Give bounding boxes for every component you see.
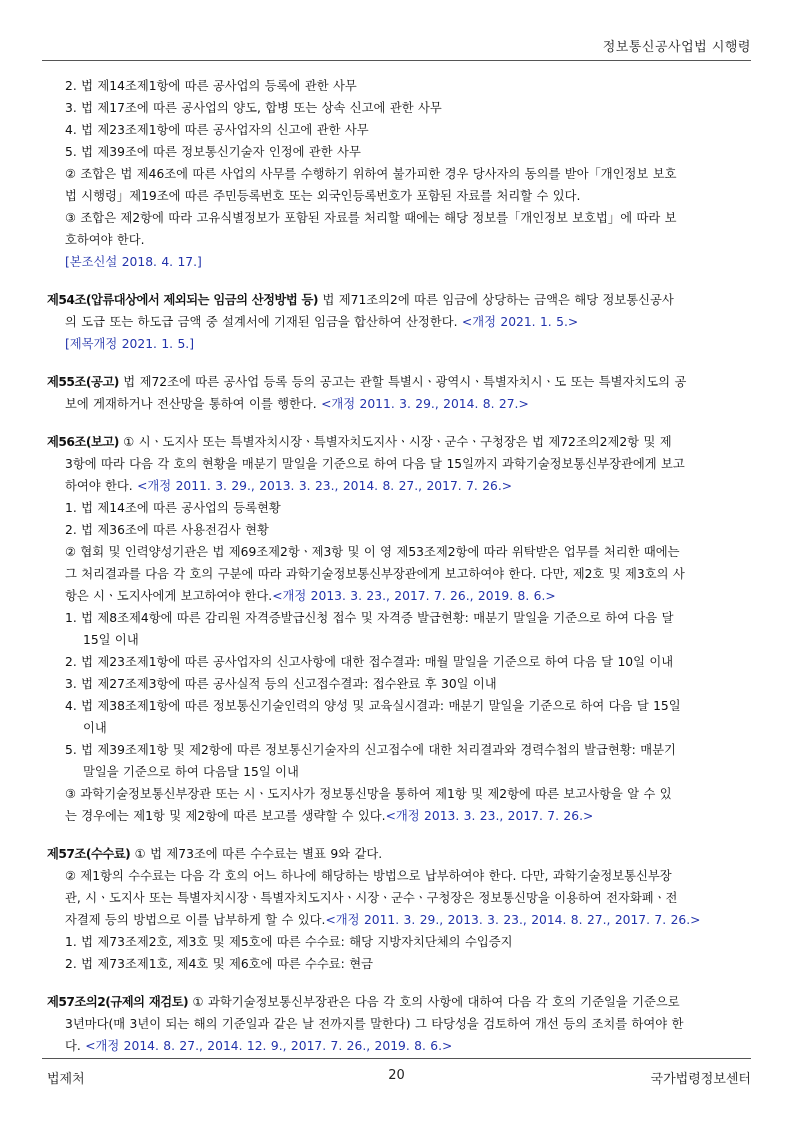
text-line <box>47 141 753 163</box>
text-line <box>47 185 753 207</box>
line-text: 자결제 등의 방법으로 이를 납부하게 할 수 있다. <box>65 913 326 927</box>
text-line <box>47 1013 753 1035</box>
line-text: 말일을 기준으로 하여 다음달 15일 이내 <box>83 765 299 779</box>
article-title: 제56조(보고) <box>47 435 119 449</box>
text-line <box>47 607 753 629</box>
line-text: 4. 법 제38조제1항에 따른 정보통신기술인력의 양성 및 교육실시결과: 매분기 말일을 기준으로 하여 다음 달 15일 <box>65 699 681 713</box>
article-title: 제55조(공고) <box>47 375 119 389</box>
text-line <box>47 673 753 695</box>
line-text: ① 과학기술정보통신부장관은 다음 각 호의 사항에 대하여 다음 각 호의 기준일을 기준으로 <box>188 995 680 1009</box>
text-line <box>47 163 753 185</box>
text-line <box>47 75 753 97</box>
line-text: ① 시ㆍ도지사 또는 특별자치시장ㆍ특별자치도지사ㆍ시장ㆍ군수ㆍ구청장은 법 제72조의2제2항 및 제 <box>118 435 672 449</box>
document-title: 정보통신공사업법 시행령 <box>602 40 751 55</box>
line-text: 의 도급 또는 하도급 금액 중 설계서에 기재된 임금을 합산하여 산정한다. <box>65 315 462 329</box>
text-line <box>47 475 753 497</box>
text-line <box>47 1035 753 1057</box>
line-text: ① 법 제73조에 따른 수수료는 별표 9와 같다. <box>130 847 383 861</box>
amendment-note: <개정 2011. 3. 29., 2013. 3. 23., 2014. 8. 27., 2017. 7. 26.> <box>137 479 513 493</box>
line-text: 하여야 한다. <box>65 479 138 493</box>
line-text: 관, 시ㆍ도지사 또는 특별자치시장ㆍ특별자치도지사ㆍ시장ㆍ군수ㆍ구청장은 정보통신망을 이용하여 전자화폐ㆍ전 <box>65 891 678 905</box>
line-text: 호하여야 한다. <box>65 233 145 247</box>
line-text: 보에 게재하거나 전산망을 통하여 이를 행한다. <box>65 397 322 411</box>
line-text: 2. 법 제73조제1호, 제4호 및 제6호에 따른 수수료: 현금 <box>65 957 373 971</box>
text-line <box>47 229 753 251</box>
amendment-note: <개정 2021. 1. 5.> <box>461 315 579 329</box>
line-text: 그 처리결과를 다음 각 호의 구분에 따라 과학기술정보통신부장관에게 보고하여야 한다. 다만, 제2호 및 제3호의 사 <box>65 567 685 581</box>
text-line <box>47 629 753 651</box>
footer-divider <box>42 1058 751 1059</box>
line-text: ③ 조합은 제2항에 따라 고유식별정보가 포함된 자료를 처리할 때에는 해당 정보를「개인정보 보호법」에 따라 보 <box>65 211 677 225</box>
text-line <box>47 251 753 273</box>
line-text: 2. 법 제14조제1항에 따른 공사업의 등록에 관한 사무 <box>65 79 357 93</box>
article-heading-line <box>47 371 753 393</box>
line-text: 2. 법 제23조제1항에 따른 공사업자의 신고사항에 대한 접수결과: 매월 말일을 기준으로 하여 다음 달 10일 이내 <box>65 655 674 669</box>
text-line <box>47 717 753 739</box>
text-line <box>47 453 753 475</box>
text-line <box>47 119 753 141</box>
amendment-note: <개정 2013. 3. 23., 2017. 7. 26., 2019. 8. 6.> <box>272 589 556 603</box>
text-line <box>47 207 753 229</box>
text-line <box>47 805 753 827</box>
article-heading-line <box>47 843 753 865</box>
article-heading-line <box>47 289 753 311</box>
text-line <box>47 761 753 783</box>
amendment-note: <개정 2014. 8. 27., 2014. 12. 9., 2017. 7. 26., 2019. 8. 6.> <box>85 1039 453 1053</box>
line-text: 15일 이내 <box>83 633 139 647</box>
text-line <box>47 695 753 717</box>
amendment-note: [본조신설 2018. 4. 17.] <box>65 255 202 269</box>
line-text: 3항에 따라 다음 각 호의 현황을 매분기 말일을 기준으로 하여 다음 달 15일까지 과학기술정보통신부장관에게 보고 <box>65 457 685 471</box>
line-text: 법 제71조의2에 따른 임금에 상당하는 금액은 해당 정보통신공사 <box>318 293 674 307</box>
line-text: 2. 법 제36조에 따른 사용전검사 현황 <box>65 523 269 537</box>
page-number: 20 <box>388 1068 405 1083</box>
amendment-note: <개정 2011. 3. 29., 2014. 8. 27.> <box>321 397 529 411</box>
footer-source: 국가법령정보센터 <box>650 1072 751 1087</box>
text-line <box>47 311 753 333</box>
line-text: 1. 법 제14조에 따른 공사업의 등록현황 <box>65 501 281 515</box>
line-text: 항은 시ㆍ도지사에게 보고하여야 한다. <box>65 589 273 603</box>
line-text: 1. 법 제73조제2호, 제3호 및 제5호에 따른 수수료: 해당 지방자치단체의 수입증지 <box>65 935 513 949</box>
line-text: ② 협회 및 인력양성기관은 법 제69조제2항ㆍ제3항 및 이 영 제53조제2항에 따라 위탁받은 업무를 처리한 때에는 <box>65 545 680 559</box>
article-heading-line <box>47 431 753 453</box>
line-text: 4. 법 제23조제1항에 따른 공사업자의 신고에 관한 사무 <box>65 123 369 137</box>
amendment-note: <개정 2011. 3. 29., 2013. 3. 23., 2014. 8. 27., 2017. 7. 26.> <box>325 913 701 927</box>
footer-publisher: 법제처 <box>47 1072 85 1087</box>
text-line <box>47 953 753 975</box>
article-title: 제57조(수수료) <box>47 847 131 861</box>
line-text: 3. 법 제27조제3항에 따른 공사실적 등의 신고접수결과: 접수완료 후 30일 이내 <box>65 677 497 691</box>
text-line <box>47 887 753 909</box>
line-text: 1. 법 제8조제4항에 따른 감리원 자격증발급신청 접수 및 자격증 발급현황: 매분기 말일을 기준으로 하여 다음 달 <box>65 611 674 625</box>
line-text: 3년마다(매 3년이 되는 해의 기준일과 같은 날 전까지를 말한다) 그 타당성을 검토하여 개선 등의 조치를 하여야 한 <box>65 1017 684 1031</box>
text-line <box>47 541 753 563</box>
line-text: 다. <box>65 1039 86 1053</box>
section-gap <box>47 827 753 843</box>
line-text: ③ 과학기술정보통신부장관 또는 시ㆍ도지사가 정보통신망을 통하여 제1항 및 제2항에 따른 보고사항을 알 수 있 <box>65 787 672 801</box>
text-line <box>47 97 753 119</box>
article-heading-line <box>47 991 753 1013</box>
amendment-note: [제목개정 2021. 1. 5.] <box>65 337 195 351</box>
section-gap <box>47 273 753 289</box>
text-line <box>47 563 753 585</box>
text-line <box>47 393 753 415</box>
line-text: 법 제72조에 따른 공사업 등록 등의 공고는 관할 특별시ㆍ광역시ㆍ특별자치시ㆍ도 또는 특별자치도의 공 <box>118 375 687 389</box>
line-text: 5. 법 제39조제1항 및 제2항에 따른 정보통신기술자의 신고접수에 대한 처리결과와 경력수첩의 발급현황: 매분기 <box>65 743 676 757</box>
text-line <box>47 333 753 355</box>
line-text: 3. 법 제17조에 따른 공사업의 양도, 합병 또는 상속 신고에 관한 사무 <box>65 101 442 115</box>
line-text: 이내 <box>83 721 107 735</box>
section-gap <box>47 975 753 991</box>
text-line <box>47 519 753 541</box>
text-line <box>47 739 753 761</box>
line-text: 5. 법 제39조에 따른 정보통신기술자 인정에 관한 사무 <box>65 145 361 159</box>
text-line <box>47 783 753 805</box>
article-title: 제54조(압류대상에서 제외되는 임금의 산정방법 등) <box>47 293 319 307</box>
text-line <box>47 651 753 673</box>
section-gap <box>47 415 753 431</box>
article-title: 제57조의2(규제의 재검토) <box>47 995 189 1009</box>
text-line <box>47 865 753 887</box>
amendment-note: <개정 2013. 3. 23., 2017. 7. 26.> <box>385 809 594 823</box>
text-line <box>47 585 753 607</box>
text-line <box>47 497 753 519</box>
line-text: 법 시행령」제19조에 따른 주민등록번호 또는 외국인등록번호가 포함된 자료를 처리할 수 있다. <box>65 189 581 203</box>
header-divider <box>42 60 751 61</box>
text-line <box>47 909 753 931</box>
line-text: 는 경우에는 제1항 및 제2항에 따른 보고를 생략할 수 있다. <box>65 809 386 823</box>
section-gap <box>47 355 753 371</box>
text-line <box>47 931 753 953</box>
document-body <box>47 75 753 1057</box>
line-text: ② 조합은 법 제46조에 따른 사업의 사무를 수행하기 위하여 불가피한 경우 당사자의 동의를 받아「개인정보 보호 <box>65 167 677 181</box>
line-text: ② 제1항의 수수료는 다음 각 호의 어느 하나에 해당하는 방법으로 납부하여야 한다. 다만, 과학기술정보통신부장 <box>65 869 672 883</box>
